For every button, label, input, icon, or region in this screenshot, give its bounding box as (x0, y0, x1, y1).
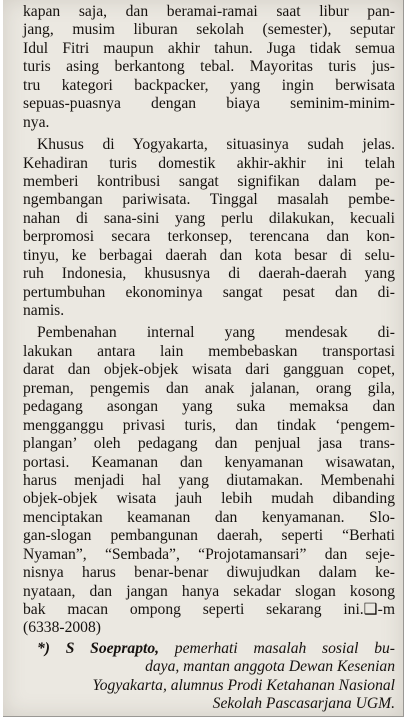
text-line: portasi. Keamanan dan kenyamanan wisawatan, (23, 453, 395, 471)
article-column (23, 3, 395, 714)
text-line: nya. (23, 113, 50, 131)
author-byline (23, 640, 395, 714)
text-line: tru kategori backpacker, yang ingin berwisata (23, 76, 395, 94)
paragraph-1 (23, 3, 395, 132)
text-line: plangan’ oleh pedagang dan penjual jasa trans- (23, 435, 395, 453)
paragraph-3 (23, 324, 395, 637)
text-line: jang, musim liburan sekolah (semester), seputar (23, 21, 395, 39)
text-line: pedagang asongan yang suka memaksa dan (23, 398, 395, 416)
text-line: nahan di sana-sini yang perlu dilakukan, kecuali (23, 209, 395, 227)
text-line: bak macan ompong seperti sekarang ini.❑-m (23, 601, 395, 618)
text-line: Nyaman”, “Sembada”, “Projotamansari” dan seje- (23, 545, 395, 563)
byline-line: Sekolah Pascasarjana UGM. (212, 695, 395, 713)
text-line: nisnya harus benar-benar diwujudkan dalam ke- (23, 564, 395, 582)
paragraph-2 (23, 136, 395, 320)
text-line: preman, pengemis dan anak jalanan, orang gila, (23, 379, 395, 397)
text-line: Idul Fitri maupun akhir tahun. Juga tidak semua (23, 39, 395, 57)
byline-line (23, 640, 395, 658)
text-line: lakukan antara lain membebaskan transportasi (23, 342, 395, 360)
text-line: berpromosi secara terkonsep, terencana dan kon- (23, 228, 395, 246)
text-line: pertumbuhan ekonominya sangat pesat dan di- (23, 283, 395, 301)
byline-line: Yogyakarta, alumnus Prodi Ketahanan Nasional (92, 676, 395, 694)
text-line: sepuas-puasnya dengan biaya seminim-minim- (23, 95, 395, 113)
text-line: (6338-2008) (23, 619, 101, 637)
text-line: objek-objek wisata jauh lebih mudah dibanding (23, 490, 395, 508)
byline-text: pemerhati masalah sosial bu- (159, 639, 395, 657)
text-line: kapan saja, dan beramai-ramai saat libur pan- (23, 3, 395, 20)
text-line: Khusus di Yogyakarta, situasinya sudah jelas. (37, 136, 395, 154)
byline-line: daya, mantan anggota Dewan Kesenian (145, 658, 395, 676)
text-line: Pembenahan internal yang mendesak di- (37, 324, 395, 342)
text-line: ngembangan pariwisata. Tinggal masalah pembe- (23, 191, 395, 209)
text-line: gan-slogan pembangunan daerah, seperti “Berhati (23, 527, 395, 545)
text-line: namis. (23, 302, 65, 319)
text-line: nyataan, dan jangan hanya sekadar slogan kosong (23, 582, 395, 600)
text-line: mengganggu privasi turis, dan tindak ‘pengem- (23, 416, 395, 434)
newspaper-clipping (3, 0, 404, 717)
text-line: darat dan objek-objek wisata dari gangguan copet, (23, 361, 395, 379)
author-name: *) S Soeprapto, (37, 639, 160, 657)
text-line: memberi kontribusi sangat signifikan dalam pe- (23, 172, 395, 190)
text-line: harus menjadi hal yang diutamakan. Membenahi (23, 471, 395, 489)
text-line: tinyu, ke berbagai daerah dan kota besar di selu- (23, 246, 395, 264)
text-line: menciptakan keamanan dan kenyamanan. Slo- (23, 508, 395, 526)
text-line: ruh Indonesia, khususnya di daerah-daerah yang (23, 265, 395, 283)
text-line: turis asing berkantong tebal. Mayoritas turis jus- (23, 58, 395, 76)
text-line: Kehadiran turis domestik akhir-akhir ini telah (23, 154, 395, 172)
